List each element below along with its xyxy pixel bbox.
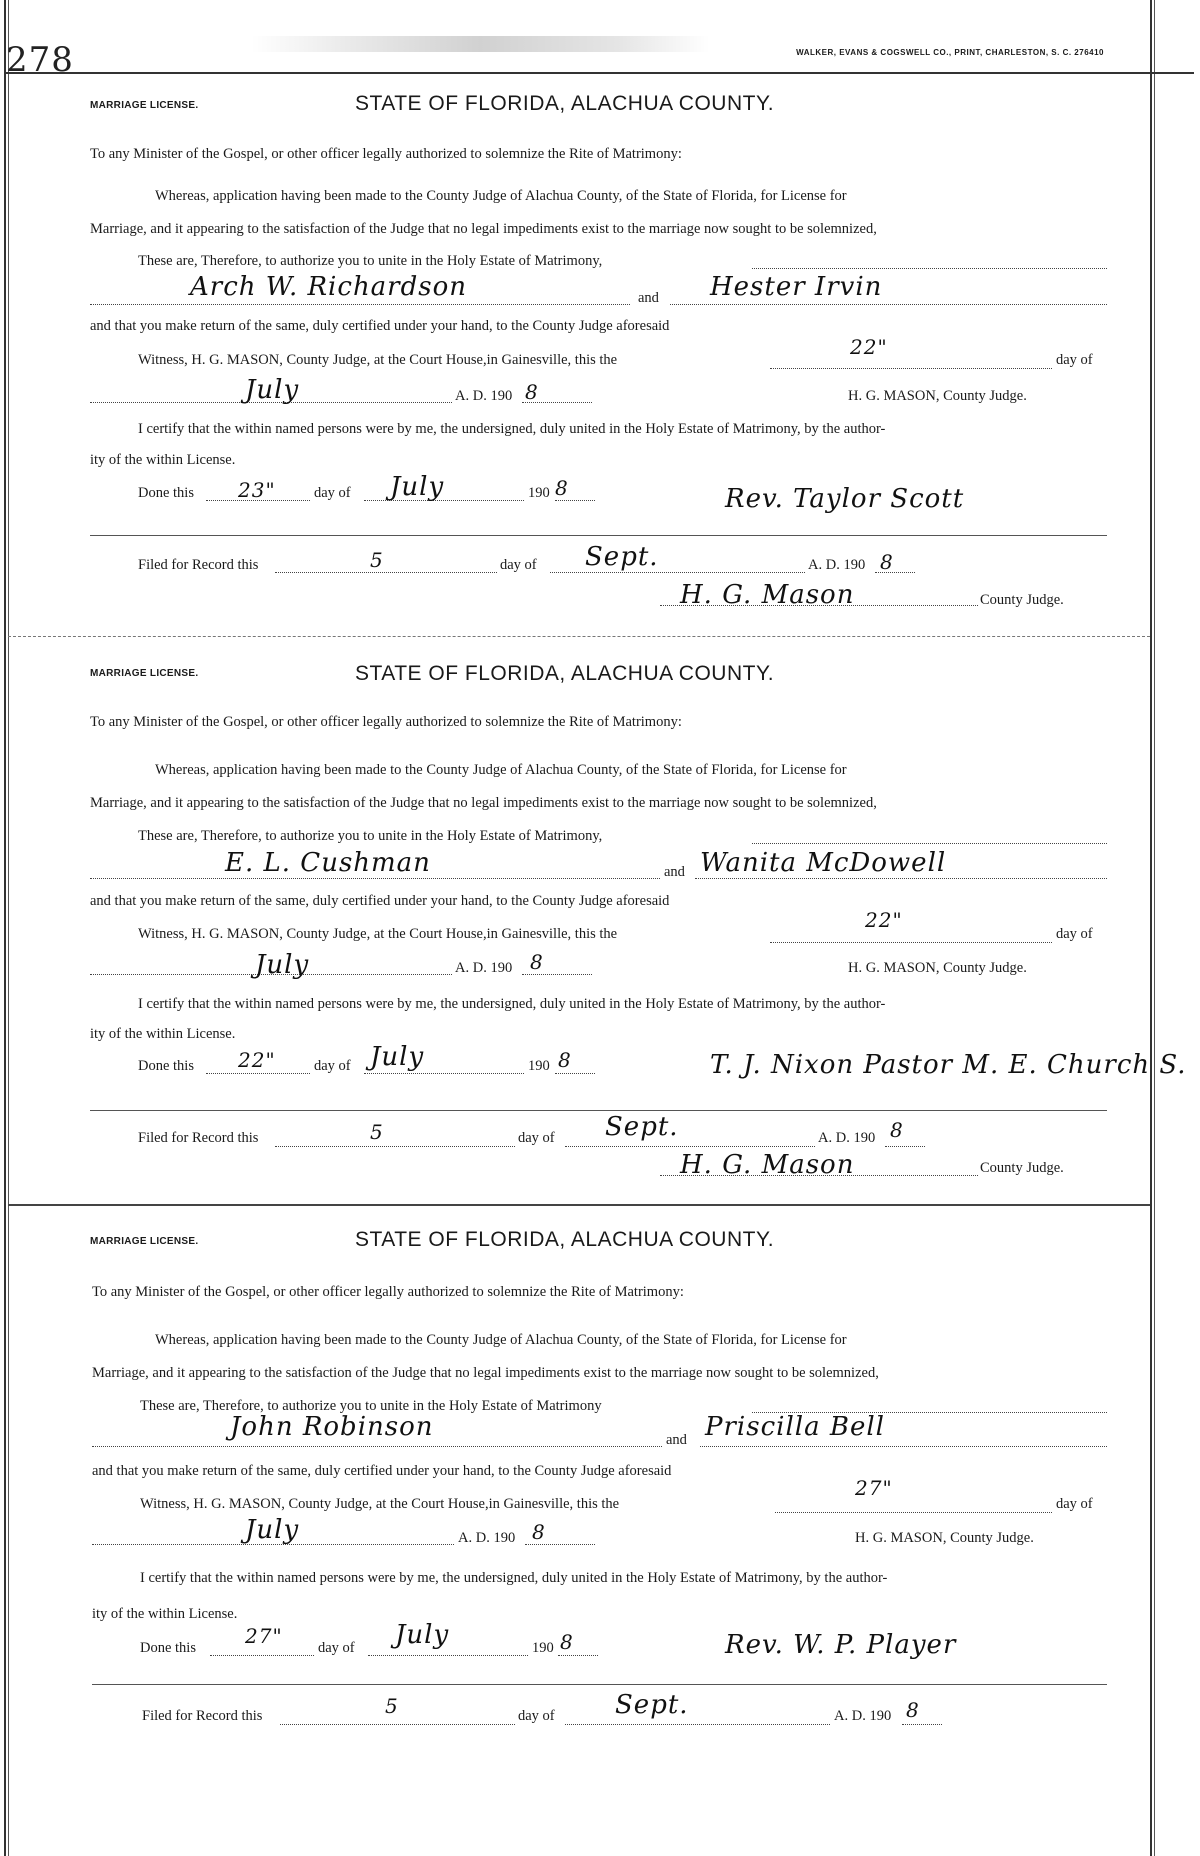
groom-name: Arch W. Richardson — [190, 272, 467, 302]
year-fill — [525, 1544, 595, 1545]
done-month-fill — [368, 1655, 528, 1656]
done-year-prefix: 190 — [532, 1640, 554, 1656]
certify-line: I certify that the within named persons were by me, the undersigned, duly united in the Holy Estate of Matrimony, by the author- — [138, 421, 886, 437]
county-judge-printed: H. G. MASON, County Judge. — [848, 388, 1027, 404]
done-month: July — [390, 472, 445, 502]
witness-month: July — [245, 1515, 300, 1545]
marriage-line: Marriage, and it appearing to the satisfaction of the Judge that no legal impediments exist to the marriage now sought to be solemnized, — [90, 221, 877, 237]
license-separator — [8, 1204, 1150, 1206]
filed-label: Filed for Record this — [138, 1130, 259, 1146]
groom-name: John Robinson — [230, 1412, 434, 1442]
done-month: July — [370, 1042, 425, 1072]
return-line: and that you make return of the same, duly certified under your hand, to the County Judge aforesaid — [90, 318, 670, 334]
filed-day: 5 — [385, 1694, 399, 1718]
state-title: STATE OF FLORIDA, ALACHUA COUNTY. — [355, 1228, 775, 1251]
filed-year: 8 — [880, 550, 894, 574]
fill-line — [752, 843, 1107, 844]
left-margin-rule-inner — [8, 0, 9, 1856]
officiant-signature: Rev. Taylor Scott — [725, 484, 965, 514]
certify-line-2: ity of the within License. — [92, 1606, 238, 1622]
bride-fill — [695, 878, 1107, 879]
these-are-line: These are, Therefore, to authorize you to unite in the Holy Estate of Matrimony, — [138, 828, 603, 844]
officiant-signature: T. J. Nixon Pastor M. E. Church S. — [710, 1050, 1187, 1080]
and-label: and — [638, 290, 659, 306]
done-this-label: Done this — [138, 485, 194, 501]
filed-ad-label: A. D. 190 — [808, 557, 866, 573]
and-label: and — [664, 864, 685, 880]
section-rule — [90, 535, 1107, 536]
done-month: July — [395, 1620, 450, 1650]
done-this-label: Done this — [140, 1640, 196, 1656]
license-separator — [8, 636, 1150, 637]
clerk-fill — [660, 605, 978, 606]
filed-month: Sept. — [585, 542, 659, 572]
bride-name: Hester Irvin — [710, 272, 883, 302]
scan-smudge — [250, 36, 710, 52]
whereas-line: Whereas, application having been made to the County Judge of Alachua County, of the State of Florida, for License for — [155, 762, 847, 778]
marriage-line: Marriage, and it appearing to the satisfaction of the Judge that no legal impediments exist to the marriage now sought to be solemnized, — [92, 1365, 879, 1381]
section-rule — [90, 1110, 1107, 1111]
witness-day: 22" — [850, 335, 888, 359]
filed-day: 5 — [370, 1120, 384, 1144]
address-line: To any Minister of the Gospel, or other officer legally authorized to solemnize the Rite of Matrimony: — [92, 1284, 684, 1300]
ad-label: A. D. 190 — [458, 1530, 516, 1546]
day-of-label: day of — [1056, 1496, 1093, 1512]
license-label: MARRIAGE LICENSE. — [90, 1236, 199, 1247]
done-year: 8 — [555, 476, 569, 500]
address-line: To any Minister of the Gospel, or other officer legally authorized to solemnize the Rite of Matrimony: — [90, 714, 682, 730]
filed-year-fill — [875, 572, 915, 573]
ad-label: A. D. 190 — [455, 960, 513, 976]
filed-month: Sept. — [615, 1690, 689, 1720]
certify-line: I certify that the within named persons were by me, the undersigned, duly united in the Holy Estate of Matrimony, by the author- — [138, 996, 886, 1012]
clerk-signature: H. G. Mason — [680, 1150, 855, 1180]
filed-day-fill — [275, 1146, 515, 1147]
filed-month-fill — [550, 572, 805, 573]
clerk-fill — [660, 1175, 978, 1176]
clerk-signature: H. G. Mason — [680, 580, 855, 610]
filed-year-fill — [885, 1146, 925, 1147]
done-this-label: Done this — [138, 1058, 194, 1074]
done-year: 8 — [558, 1048, 572, 1072]
left-margin-rule — [4, 0, 6, 1856]
filed-month-fill — [565, 1146, 815, 1147]
right-margin-rule-inner — [1154, 0, 1155, 1856]
filed-ad-label: A. D. 190 — [818, 1130, 876, 1146]
filed-dayof-label: day of — [518, 1708, 555, 1724]
certify-line-2: ity of the within License. — [90, 452, 236, 468]
marriage-line: Marriage, and it appearing to the satisfaction of the Judge that no legal impediments exist to the marriage now sought to be solemnized, — [90, 795, 877, 811]
day-fill — [770, 368, 1052, 369]
filed-dayof-label: day of — [500, 557, 537, 573]
ad-year: 8 — [525, 380, 539, 404]
filed-year-fill — [902, 1724, 942, 1725]
fill-line — [752, 268, 1107, 269]
witness-line: Witness, H. G. MASON, County Judge, at the Court House,in Gainesville, this the — [140, 1496, 620, 1512]
filed-year: 8 — [906, 1698, 920, 1722]
year-fill — [522, 974, 592, 975]
page-number: 278 — [6, 40, 74, 80]
done-year-fill — [558, 1655, 598, 1656]
county-judge-printed: H. G. MASON, County Judge. — [848, 960, 1027, 976]
state-title: STATE OF FLORIDA, ALACHUA COUNTY. — [355, 662, 775, 685]
done-dayof-label: day of — [314, 485, 351, 501]
day-fill — [770, 942, 1052, 943]
certify-line-2: ity of the within License. — [90, 1026, 236, 1042]
ad-label: A. D. 190 — [455, 388, 513, 404]
license-label: MARRIAGE LICENSE. — [90, 100, 199, 111]
filed-year: 8 — [890, 1118, 904, 1142]
groom-name: E. L. Cushman — [225, 848, 431, 878]
done-year-prefix: 190 — [528, 1058, 550, 1074]
return-line: and that you make return of the same, duly certified under your hand, to the County Judge aforesaid — [92, 1463, 672, 1479]
filed-label: Filed for Record this — [142, 1708, 263, 1724]
return-line: and that you make return of the same, duly certified under your hand, to the County Judge aforesaid — [90, 893, 670, 909]
witness-line: Witness, H. G. MASON, County Judge, at the Court House,in Gainesville, this the — [138, 352, 618, 368]
filed-dayof-label: day of — [518, 1130, 555, 1146]
witness-month: July — [255, 950, 310, 980]
done-year: 8 — [560, 1630, 574, 1654]
license-label: MARRIAGE LICENSE. — [90, 668, 199, 679]
day-fill — [775, 1512, 1052, 1513]
county-judge-label: County Judge. — [980, 592, 1064, 608]
ad-year: 8 — [530, 950, 544, 974]
filed-day: 5 — [370, 548, 384, 572]
day-of-label: day of — [1056, 352, 1093, 368]
filed-month-fill — [565, 1724, 830, 1725]
witness-day: 22" — [865, 908, 903, 932]
whereas-line: Whereas, application having been made to the County Judge of Alachua County, of the State of Florida, for License for — [155, 1332, 847, 1348]
groom-fill — [90, 304, 630, 305]
year-fill — [522, 402, 592, 403]
witness-day: 27" — [855, 1476, 893, 1500]
done-day-fill — [206, 1073, 310, 1074]
done-dayof-label: day of — [318, 1640, 355, 1656]
these-are-line: These are, Therefore, to authorize you to unite in the Holy Estate of Matrimony — [140, 1398, 602, 1414]
bride-fill — [670, 304, 1107, 305]
done-year-fill — [555, 500, 595, 501]
printer-imprint: WALKER, EVANS & COGSWELL CO., PRINT, CHARLESTON, S. C. 276410 — [796, 48, 1104, 57]
ad-year: 8 — [532, 1520, 546, 1544]
done-day: 23" — [238, 478, 276, 502]
whereas-line: Whereas, application having been made to the County Judge of Alachua County, of the State of Florida, for License for — [155, 188, 847, 204]
these-are-line: These are, Therefore, to authorize you to unite in the Holy Estate of Matrimony, — [138, 253, 603, 269]
done-day: 22" — [238, 1048, 276, 1072]
filed-day-fill — [280, 1724, 515, 1725]
done-year-prefix: 190 — [528, 485, 550, 501]
filed-month: Sept. — [605, 1112, 679, 1142]
groom-fill — [92, 1446, 662, 1447]
day-of-label: day of — [1056, 926, 1093, 942]
right-margin-rule — [1150, 0, 1152, 1856]
bride-name: Priscilla Bell — [705, 1412, 885, 1442]
bride-fill — [700, 1446, 1107, 1447]
county-judge-label: County Judge. — [980, 1160, 1064, 1176]
address-line: To any Minister of the Gospel, or other officer legally authorized to solemnize the Rite of Matrimony: — [90, 146, 682, 162]
bride-name: Wanita McDowell — [700, 848, 947, 878]
groom-fill — [90, 878, 660, 879]
filed-day-fill — [275, 572, 497, 573]
officiant-signature: Rev. W. P. Player — [725, 1630, 957, 1660]
filed-ad-label: A. D. 190 — [834, 1708, 892, 1724]
and-label: and — [666, 1432, 687, 1448]
header-rule — [4, 72, 1194, 74]
witness-line: Witness, H. G. MASON, County Judge, at the Court House,in Gainesville, this the — [138, 926, 618, 942]
state-title: STATE OF FLORIDA, ALACHUA COUNTY. — [355, 92, 775, 115]
done-month-fill — [364, 1073, 524, 1074]
done-day-fill — [210, 1655, 314, 1656]
done-year-fill — [555, 1073, 595, 1074]
section-rule — [92, 1684, 1107, 1685]
witness-month: July — [245, 375, 300, 405]
done-dayof-label: day of — [314, 1058, 351, 1074]
filed-label: Filed for Record this — [138, 557, 259, 573]
certify-line: I certify that the within named persons were by me, the undersigned, duly united in the Holy Estate of Matrimony, by the author- — [140, 1570, 888, 1586]
done-day: 27" — [245, 1624, 283, 1648]
county-judge-printed: H. G. MASON, County Judge. — [855, 1530, 1034, 1546]
